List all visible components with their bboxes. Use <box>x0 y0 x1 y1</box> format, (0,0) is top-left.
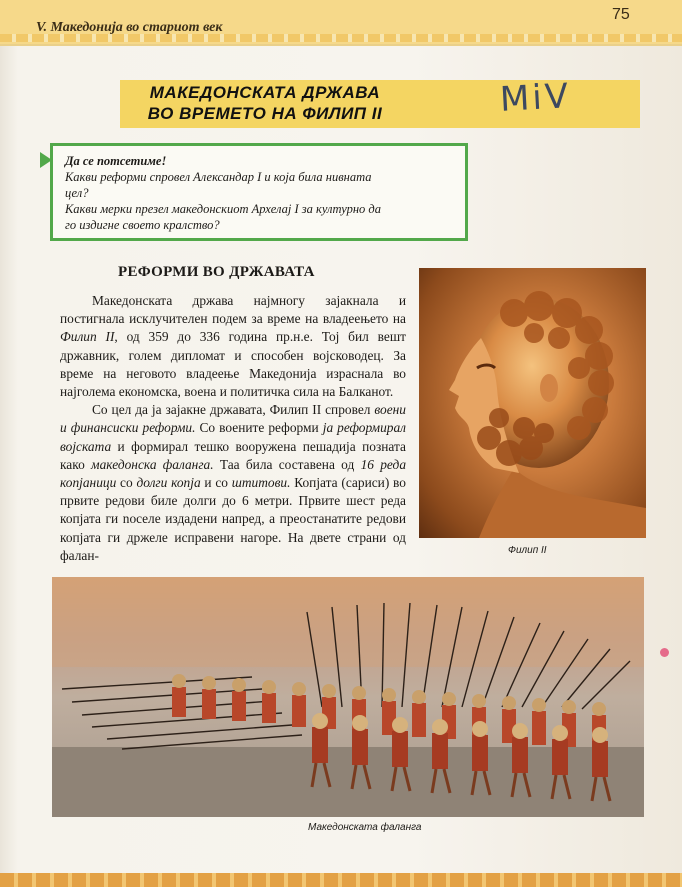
text-run: Таа била составена од <box>213 456 361 472</box>
philip-portrait-illustration <box>419 268 646 538</box>
recall-question-2a: Какви мерки презел македонскиот Архелај I за културно да <box>65 202 382 216</box>
phalanx-caption: Македонската фаланга <box>308 822 422 833</box>
paragraph-1 <box>60 292 406 401</box>
text-run: Македонската држава најмногу зајакнала и постигнала исклучителен подем за време на владеењето на <box>60 293 406 327</box>
phalanx-image <box>52 577 644 817</box>
chapter-title-line2: ВО ВРЕМЕТО НА ФИЛИП II <box>147 104 383 123</box>
text-run: и формирал тешко вооружена пешадија позната како <box>60 438 406 472</box>
bottom-band <box>0 873 682 887</box>
section-heading: РЕФОРМИ ВО ДРЖАВАТА <box>118 264 315 280</box>
page-number: 75 <box>612 6 630 23</box>
paragraph-2 <box>60 401 406 565</box>
recall-question-1a: Какви реформи спровел Александар I и која била нивната <box>65 170 372 184</box>
text-run: со <box>116 475 137 491</box>
body-text <box>60 292 406 565</box>
italic-run: Филип II <box>60 329 115 345</box>
italic-run: македонска фаланга. <box>91 456 214 472</box>
chapter-title-line1: МАКЕДОНСКАТА ДРЖАВА <box>149 83 381 102</box>
philip-portrait-image <box>419 268 646 538</box>
handwritten-note: MiV <box>499 76 573 120</box>
italic-run: долги копја <box>136 475 201 491</box>
recall-question-1b: цел? <box>65 186 89 200</box>
text-run: Со воените реформи <box>195 420 323 436</box>
italic-run: 16 реда копјаници <box>60 456 407 491</box>
text-run: Со цел да ја зајакне државата, Филип II спровел <box>92 402 375 418</box>
margin-dot <box>660 648 669 657</box>
text-run: и со <box>200 475 232 491</box>
italic-run: ја реформирал војската <box>60 420 407 454</box>
recall-question-2b: го издигне своето кралство? <box>65 218 220 232</box>
recall-heading: Да се потсетиме! <box>65 154 167 168</box>
chapter-title <box>120 82 410 124</box>
italic-run: воени и финансиски реформи. <box>60 402 406 436</box>
italic-run: штитови. <box>231 475 291 491</box>
phalanx-illustration <box>52 577 644 817</box>
text-run: Копјата (сариси) во првите редови биле долги до 6 метри. Првите шест реда копјата ги noceле издадени напред, а преостанатите редови копјата ги држеле исправени нагоре. На двете страни од фалан- <box>60 475 406 563</box>
text-run: , од 359 до 336 година пр.н.е. Тој бил вешт државник, голем дипломат и способен војсководец. За време на неговото владеење Македонија израснала во најголема економска, воена и политичка сила на Балканот. <box>60 329 406 400</box>
running-head: V. Македонија во стариот век <box>36 20 223 35</box>
portrait-caption: Филип II <box>508 545 547 556</box>
recall-box <box>50 143 468 241</box>
